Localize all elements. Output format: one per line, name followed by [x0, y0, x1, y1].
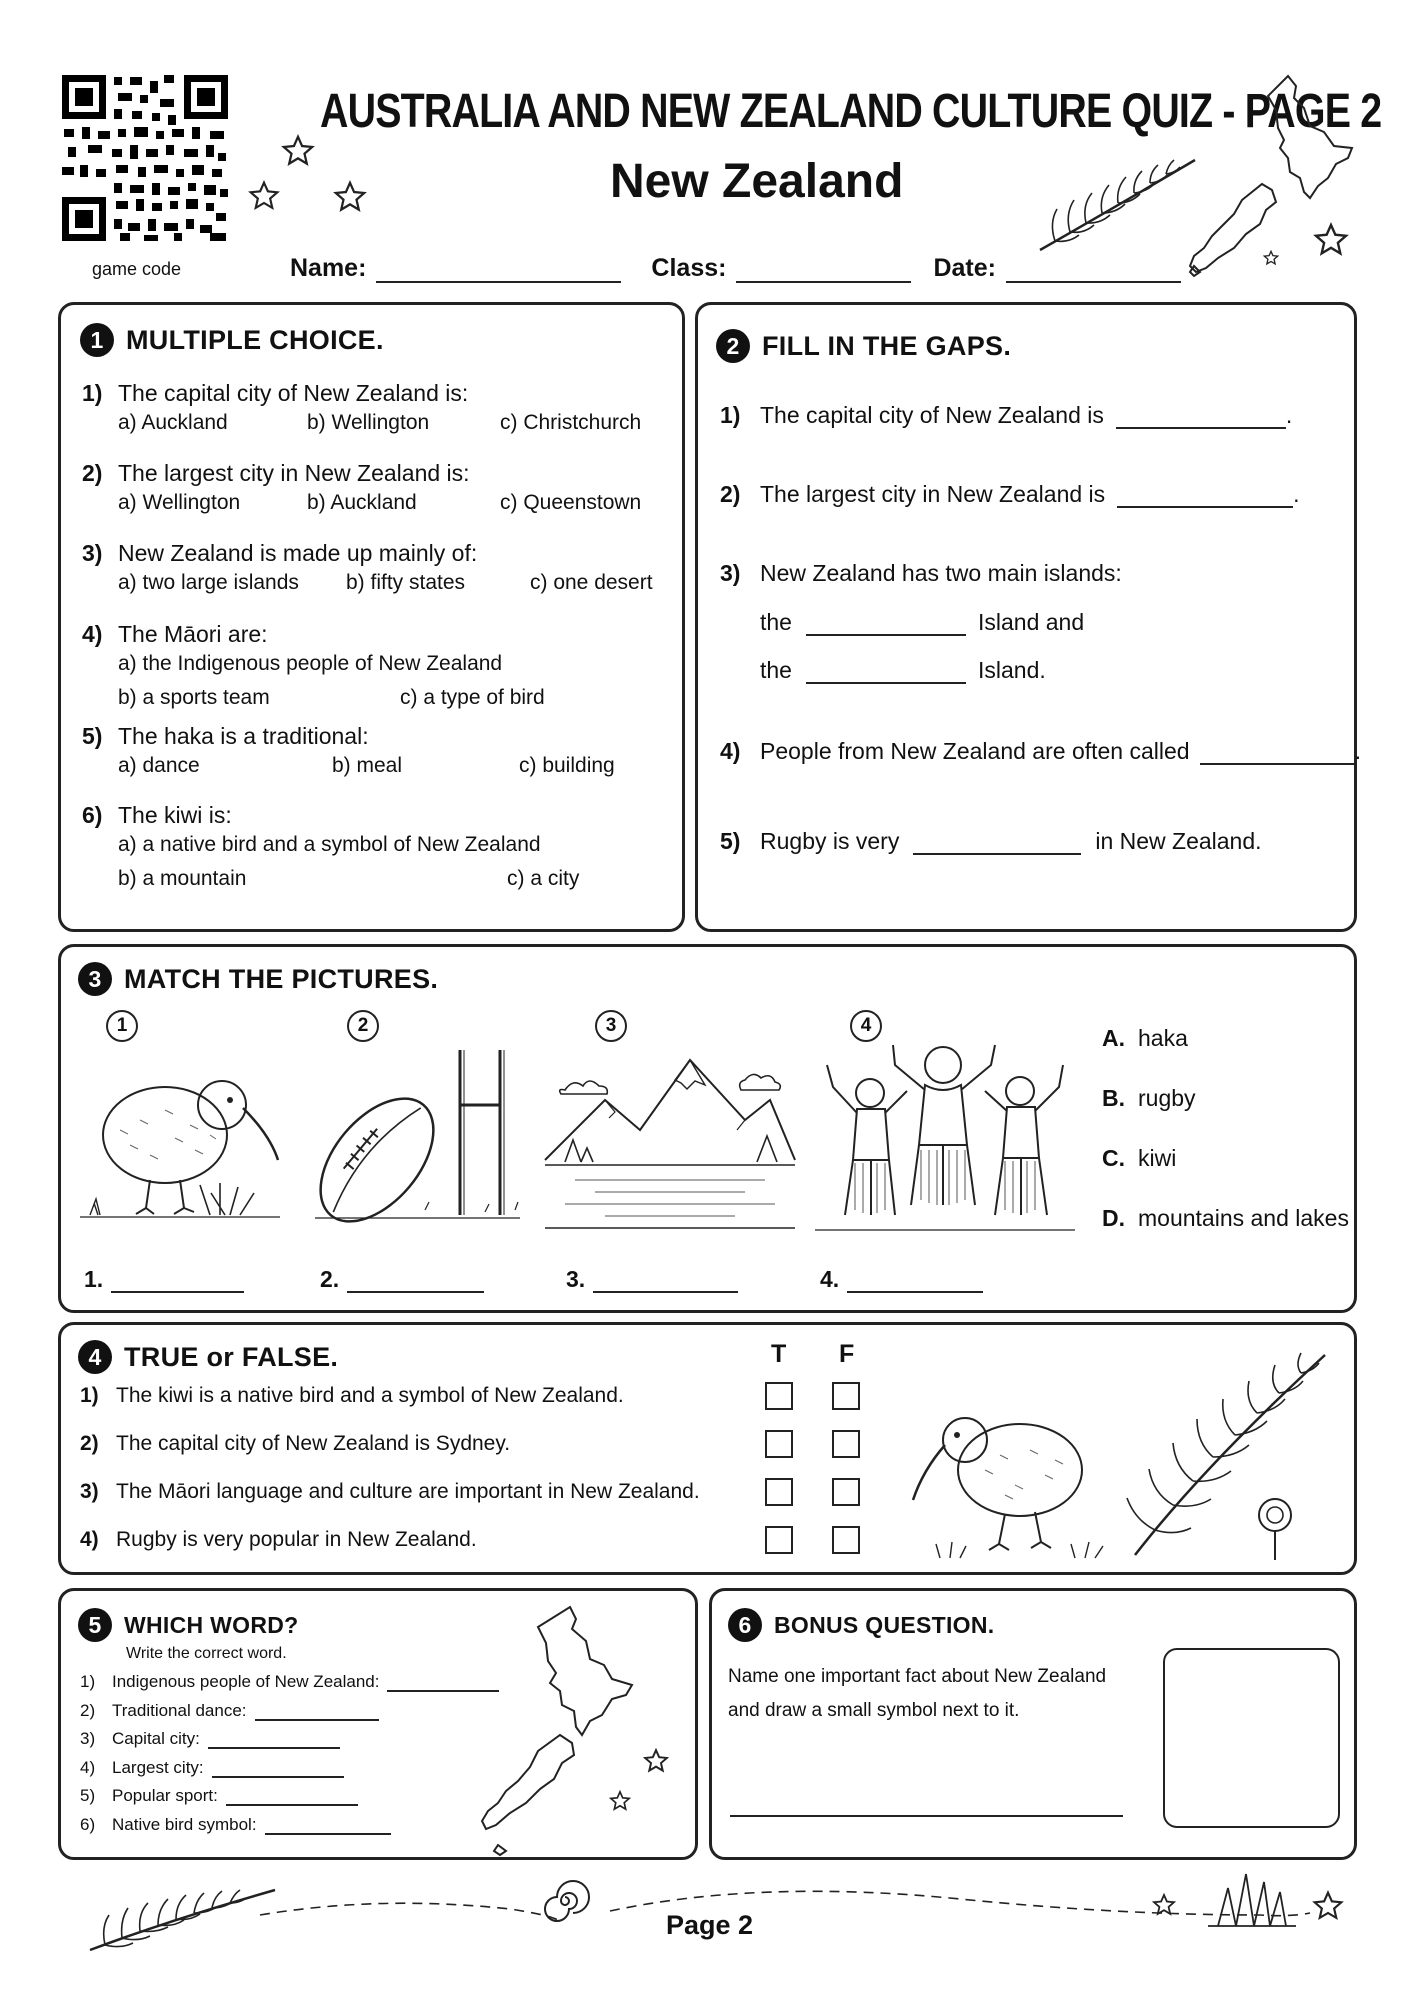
answer-blank[interactable]	[806, 634, 966, 636]
answer-blank[interactable]	[806, 682, 966, 684]
answer-blank[interactable]	[1116, 427, 1286, 429]
kiwi-picture	[80, 1050, 285, 1225]
match-answer-blank[interactable]	[347, 1291, 484, 1293]
section-number: 4	[78, 1340, 112, 1374]
option-text: kiwi	[1138, 1145, 1177, 1171]
section-title: TRUE or FALSE.	[124, 1341, 339, 1372]
answer-blank[interactable]	[265, 1833, 391, 1835]
option-a[interactable]: a) Auckland	[118, 411, 228, 434]
statement-text: The kiwi is a native bird and a symbol of New Zealand.	[116, 1384, 624, 1407]
match-answer-blank[interactable]	[111, 1291, 244, 1293]
gap-suffix: in New Zealand.	[1095, 828, 1262, 854]
mc-options	[82, 867, 672, 901]
page-title: AUSTRALIA AND NEW ZEALAND CULTURE QUIZ - PAGE 2	[320, 85, 1382, 138]
answer-blank[interactable]	[212, 1776, 344, 1778]
name-label: Name:	[290, 254, 367, 282]
false-checkbox[interactable]	[832, 1430, 860, 1458]
picture-number: 4	[850, 1010, 882, 1042]
rugby-ball-picture	[315, 1050, 525, 1230]
gap-suffix: Island and	[977, 609, 1085, 635]
mc-question-line	[82, 380, 672, 407]
option-text: rugby	[1138, 1085, 1196, 1111]
mc-options	[82, 833, 672, 867]
question-number: 6)	[82, 802, 103, 828]
option-letter: C.	[1102, 1145, 1125, 1171]
option-b[interactable]: b) Wellington	[307, 411, 430, 434]
match-option	[1102, 1085, 1196, 1112]
option-letter: A.	[1102, 1025, 1125, 1051]
qr-caption: game code	[92, 259, 182, 279]
question-text: Capital city:	[112, 1729, 200, 1748]
question-number: 3)	[80, 1729, 96, 1748]
question-number: 3)	[720, 560, 741, 586]
true-false-row	[80, 1432, 510, 1456]
false-header: F	[839, 1340, 855, 1368]
section-title: MULTIPLE CHOICE.	[126, 324, 384, 355]
fern-icon	[1115, 1345, 1335, 1570]
section-number: 6	[728, 1608, 762, 1642]
bonus-instruction-line-2: and draw a small symbol next to it.	[728, 1700, 1020, 1721]
bonus-answer-line[interactable]	[730, 1815, 1123, 1817]
question-number: 3)	[82, 540, 103, 566]
period: .	[1293, 481, 1300, 507]
name-field[interactable]	[376, 281, 621, 283]
option-a[interactable]: a) a native bird and a symbol of New Zealand	[118, 833, 541, 856]
date-label: Date:	[933, 254, 996, 282]
which-word-row	[80, 1672, 499, 1692]
true-header: T	[771, 1340, 787, 1368]
drawing-box[interactable]	[1163, 1648, 1340, 1828]
option-c[interactable]: c) building	[519, 754, 615, 777]
picture-number: 2	[347, 1010, 379, 1042]
true-false-row	[80, 1528, 477, 1552]
option-letter: B.	[1102, 1085, 1125, 1111]
match-option	[1102, 1145, 1176, 1172]
question-text: The Māori are:	[118, 621, 268, 647]
question-number: 2)	[720, 481, 741, 507]
answer-blank[interactable]	[1200, 763, 1355, 765]
question-text: Traditional dance:	[112, 1700, 247, 1720]
question-text: Largest city:	[112, 1757, 204, 1777]
question-text: The capital city of New Zealand is	[760, 402, 1104, 428]
star-icon	[248, 180, 280, 217]
section-title: MATCH THE PICTURES.	[124, 963, 439, 994]
option-c[interactable]: c) a type of bird	[400, 686, 545, 709]
false-checkbox[interactable]	[832, 1478, 860, 1506]
star-icon	[1263, 250, 1279, 271]
section-instruction: Write the correct word.	[126, 1645, 287, 1662]
section-number: 3	[78, 962, 112, 996]
statement-text: Rugby is very popular in New Zealand.	[116, 1528, 477, 1551]
star-icon	[643, 1748, 669, 1779]
new-zealand-map-icon	[470, 1605, 690, 1860]
class-label: Class:	[651, 254, 727, 282]
question-number: 3)	[80, 1480, 99, 1503]
option-c[interactable]: c) a city	[507, 867, 580, 890]
star-icon	[1152, 1893, 1176, 1922]
question-number: 4)	[80, 1528, 99, 1551]
option-c[interactable]: c) Christchurch	[500, 411, 642, 434]
answer-blank[interactable]	[1117, 506, 1293, 508]
question-text: New Zealand has two main islands:	[760, 560, 1122, 586]
true-checkbox[interactable]	[765, 1430, 793, 1458]
option-b[interactable]: b) a mountain	[118, 867, 247, 890]
match-answer-blank[interactable]	[593, 1291, 738, 1293]
mc-options	[82, 686, 672, 720]
question-number: 1)	[80, 1384, 99, 1407]
mc-question	[82, 621, 672, 720]
mc-question	[82, 723, 672, 788]
option-text: haka	[1138, 1025, 1188, 1051]
mc-options	[82, 754, 672, 788]
mountains-lake-picture	[545, 1050, 795, 1235]
option-letter: D.	[1102, 1205, 1125, 1231]
mc-options	[82, 411, 672, 445]
period: .	[1285, 402, 1293, 428]
mc-options	[82, 491, 672, 525]
match-answer-blank[interactable]	[847, 1291, 983, 1293]
question-number: 2)	[80, 1432, 99, 1455]
answer-blank[interactable]	[913, 853, 1081, 855]
statement-text: The capital city of New Zealand is Sydney.	[116, 1432, 511, 1455]
option-a[interactable]: a) two large islands	[118, 571, 299, 594]
option-c[interactable]: c) Queenstown	[500, 491, 642, 514]
picture-number: 1	[106, 1010, 138, 1042]
match-answer-label: 2.	[320, 1266, 340, 1292]
option-b[interactable]: b) fifty states	[346, 571, 466, 594]
qr-code	[60, 73, 230, 243]
statement-text: The Māori language and culture are important in New Zealand.	[116, 1480, 700, 1503]
section-number: 1	[80, 323, 114, 357]
question-text: Rugby is very	[760, 828, 900, 854]
mc-question	[82, 540, 672, 605]
true-checkbox[interactable]	[765, 1526, 793, 1554]
gap-prefix: the	[760, 657, 792, 683]
question-text: The capital city of New Zealand is:	[118, 380, 469, 406]
mc-question-line	[82, 621, 672, 648]
fern-icon	[80, 1870, 280, 1965]
question-number: 1)	[80, 1672, 96, 1691]
option-b[interactable]: b) Auckland	[307, 491, 417, 514]
answer-blank[interactable]	[226, 1804, 358, 1806]
match-option	[1102, 1205, 1349, 1232]
mc-question-line	[82, 540, 672, 567]
question-number: 4)	[720, 738, 741, 764]
star-icon	[1313, 222, 1349, 263]
section-title: BONUS QUESTION.	[774, 1611, 995, 1638]
question-text: The haka is a traditional:	[118, 723, 369, 749]
picture-number: 3	[595, 1010, 627, 1042]
which-word-row	[80, 1815, 391, 1835]
mc-question-line	[82, 802, 672, 829]
mc-options	[82, 652, 672, 686]
which-word-row	[80, 1729, 340, 1749]
period: .	[1354, 738, 1361, 764]
match-option	[1102, 1025, 1188, 1052]
question-number: 5)	[80, 1786, 96, 1805]
match-answer-label: 1.	[84, 1266, 104, 1292]
question-number: 4)	[80, 1757, 96, 1777]
true-checkbox[interactable]	[765, 1382, 793, 1410]
option-a[interactable]: a) the Indigenous people of New Zealand	[118, 652, 503, 675]
option-b[interactable]: b) meal	[332, 754, 403, 777]
star-icon	[609, 1790, 631, 1817]
false-checkbox[interactable]	[832, 1382, 860, 1410]
answer-blank[interactable]	[255, 1719, 379, 1721]
star-icon	[333, 180, 367, 219]
star-icon	[1312, 1890, 1344, 1927]
match-answer-label: 4.	[820, 1266, 840, 1292]
true-false-row	[80, 1384, 624, 1408]
which-word-row	[80, 1758, 344, 1778]
page-subtitle: New Zealand	[610, 155, 904, 208]
koru-spiral-icon	[542, 1878, 588, 1929]
mc-question-line	[82, 723, 672, 750]
question-text: Popular sport:	[112, 1786, 218, 1805]
option-a[interactable]: a) Wellington	[118, 491, 241, 514]
question-text: The kiwi is:	[118, 802, 232, 828]
mc-question-line	[82, 460, 672, 487]
page-number: Page 2	[666, 1910, 754, 1940]
question-number: 2)	[80, 1700, 96, 1720]
question-text: Native bird symbol:	[112, 1814, 257, 1834]
question-number: 2)	[82, 460, 103, 486]
option-b[interactable]: b) a sports team	[118, 686, 270, 709]
mc-options	[82, 571, 672, 605]
mc-question	[82, 380, 672, 445]
question-number: 1)	[82, 380, 103, 406]
which-word-row	[80, 1786, 358, 1806]
question-text: Indigenous people of New Zealand:	[112, 1672, 380, 1691]
mc-question	[82, 802, 672, 901]
question-number: 4)	[82, 621, 103, 647]
section-number: 2	[716, 329, 750, 363]
bonus-instruction-line-1: Name one important fact about New Zealand	[728, 1666, 1107, 1687]
gap-suffix: Island.	[977, 657, 1046, 683]
question-number: 5)	[82, 723, 103, 749]
question-text: The largest city in New Zealand is	[760, 481, 1106, 507]
class-field[interactable]	[736, 281, 911, 283]
option-text: mountains and lakes	[1138, 1205, 1349, 1231]
question-text: New Zealand is made up mainly of:	[118, 540, 478, 566]
question-number: 1)	[720, 402, 741, 428]
date-field[interactable]	[1006, 281, 1181, 283]
section-title: WHICH WORD?	[124, 1611, 299, 1638]
answer-blank[interactable]	[208, 1747, 340, 1749]
mc-question	[82, 460, 672, 525]
section-title: FILL IN THE GAPS.	[762, 330, 1012, 361]
section-number: 5	[78, 1608, 112, 1642]
which-word-row	[80, 1701, 379, 1721]
kiwi-icon	[905, 1390, 1105, 1565]
match-answer-label: 3.	[566, 1266, 586, 1292]
grass-icon	[1208, 1868, 1298, 1933]
question-text: People from New Zealand are often called	[760, 738, 1190, 764]
option-c[interactable]: c) one desert	[530, 571, 653, 594]
haka-dancers-picture	[815, 1035, 1075, 1250]
question-number: 5)	[720, 828, 741, 854]
question-text: The largest city in New Zealand is:	[118, 460, 470, 486]
false-checkbox[interactable]	[832, 1526, 860, 1554]
true-false-row	[80, 1480, 700, 1504]
option-a[interactable]: a) dance	[118, 754, 200, 777]
gap-prefix: the	[760, 609, 792, 635]
star-icon	[281, 134, 315, 173]
question-number: 6)	[80, 1814, 96, 1834]
true-checkbox[interactable]	[765, 1478, 793, 1506]
